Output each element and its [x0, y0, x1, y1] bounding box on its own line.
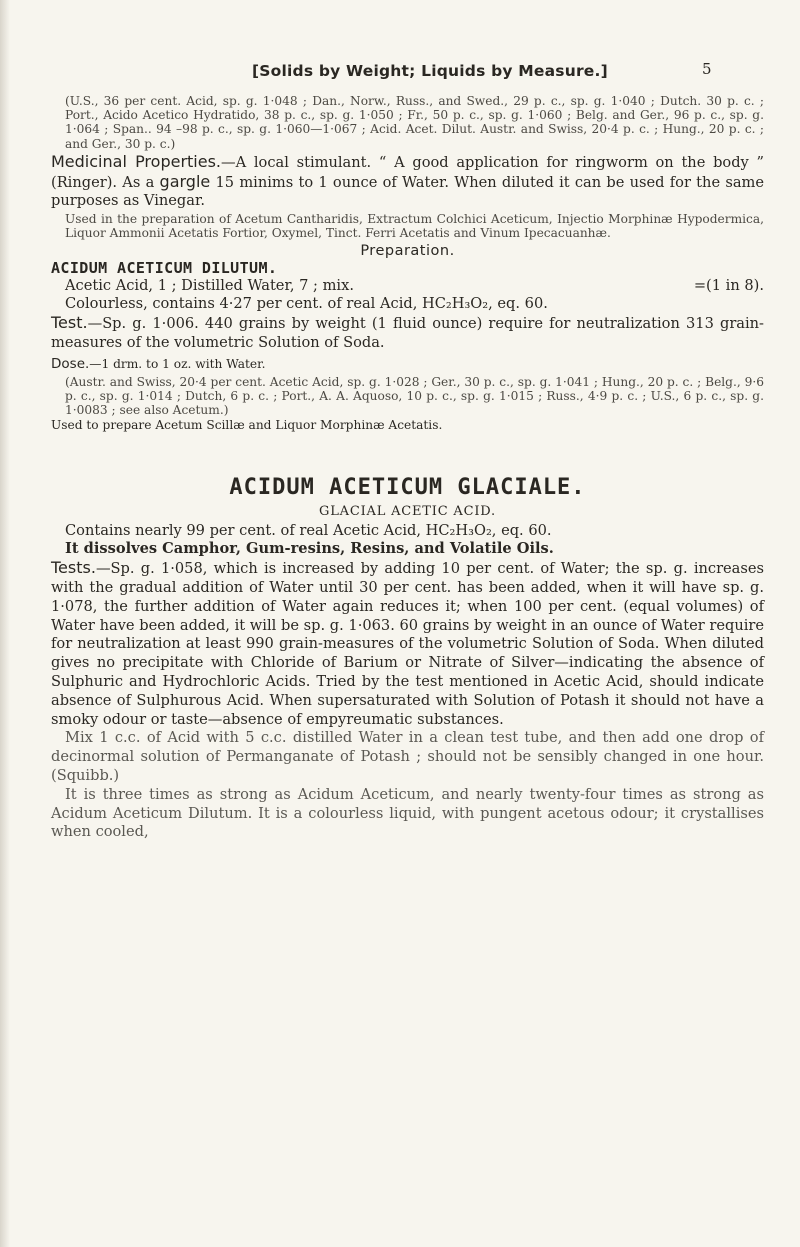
composition: Colourless, contains 4·27 per cent. of real Acid, HC₂H₃O₂, eq. 60. [65, 295, 548, 313]
recipe-text: Acetic Acid, 1 ; Distilled Water, 7 ; mix. [65, 276, 354, 294]
page-number: 5 [702, 60, 712, 78]
medicinal-properties-text: —A local stimulant. “ A good application for ringworm on the body ” (Ringer). As a [51, 153, 764, 191]
recipe-ratio: =(1 in 8). [693, 276, 764, 294]
used-in-note: Used in the preparation of Acetum Cantharidis, Extractum Colchici Aceticum, Injectio Morphinæ Hypodermica, Liquor Ammonii Acetatis Fortior, Oxymel, Tinct. Ferri Acetatis and Vinum Ipecacuanhæ. [65, 212, 764, 241]
test-label: Test. [51, 313, 88, 332]
tests-text: —Sp. g. 1·058, which is increased by adding 10 per cent. of Water; the sp. g. increases with the gradual addition of Water until 30 per cent. has been added, when it will have sp. g. 1·078, the further addition of Water again reduces it; when 100 per cent. (equal volumes) of Water have been added, it will be sp. g. 1·063. 60 grains by weight in an ounce of Water require for neutralization at least 990 grain-measures of the volumetric Solution of Soda. When diluted gives no precipitate with Chloride of Barium or Nitrate of Silver—indicating the absence of Sulphuric and Hydrochloric Acids. Tried by the test mentioned in Acetic Acid, should indicate absence of Sulphurous Acid. When supersaturated with Solution of Potash it should not have a smoky odour or taste—absence of empyreumatic substances. [51, 560, 764, 728]
gargle-text: 15 minims to 1 ounce of Water. When diluted it can be used for the same purposes as Vinegar. [51, 173, 765, 210]
glaciale-strength: It is three times as strong as Acidum Aceticum, and nearly twenty-four times as strong as Acidum Aceticum Dilutum. It is a colourless liquid, with pungent acetous odour; it crystallises when cooled, [51, 785, 764, 841]
preparation-name: ACIDUM ACETICUM DILUTUM. [51, 258, 278, 277]
preparation-test [51, 314, 764, 353]
medicinal-properties [51, 153, 764, 211]
strengths-intro: (U.S., 36 per cent. Acid, sp. g. 1·048 ; Dan., Norw., Russ., and Swed., 29 p. c., sp. g. 1·040 ; Dutch. 30 p. c. ; Port., Acido Acetico Hydratido, 38 p. c., sp. g. 1·050 ; Fr., 50 p. c., sp. g. 1·060 ; Belg. and Ger., 96 p. c., sp. g. 1·064 ; Span.. 94 –98 p. c., sp. g. 1·060—1·067 ; Acid. Acet. Dilut. Austr. and Swiss, 20·4 p. c. ; Hung., 20 p. c. ; and Ger., 30 p. c.) [65, 94, 764, 151]
medicinal-properties-label: Medicinal Properties. [51, 151, 222, 171]
tests-label: Tests. [51, 558, 96, 578]
glaciale-dissolves: It dissolves Camphor, Gum-resins, Resins, and Volatile Oils. [65, 540, 554, 558]
glaciale-mix: Mix 1 c.c. of Acid with 5 c.c. distilled Water in a clean test tube, and then add one drop of decinormal solution of Permanganate of Potash ; should not be sensibly changed in one hour. (Squibb.) [51, 729, 764, 784]
recipe-line [51, 277, 764, 296]
glaciale-contains: Contains nearly 99 per cent. of real Acetic Acid, HC₂H₃O₂, eq. 60. [65, 521, 552, 539]
preparation-strengths: (Austr. and Swiss, 20·4 per cent. Acetic Acid, sp. g. 1·028 ; Ger., 30 p. c., sp. g. 1·041 ; Hung., 20 p. c. ; Belg., 9·6 p. c., sp. g. 1·014 ; Dutch, 6 p. c. ; Port., A. A. Aquoso, 10 p. c., sp. g. 1·015 ; Russ., 4·9 p. c. ; U.S., 6 p. c., sp. g. 1·0083 ; see also Acetum.) [65, 374, 764, 418]
gargle-label: gargle [159, 171, 211, 191]
glaciale-title: ACIDUM ACETICUM GLACIALE. [229, 474, 586, 500]
preparation-heading: Preparation. [360, 242, 455, 259]
dose [51, 357, 764, 371]
used-to-note: Used to prepare Acetum Scillæ and Liquor Morphinæ Acetatis. [51, 418, 443, 433]
page-header [0, 62, 800, 84]
glaciale-tests [51, 559, 764, 729]
glaciale-subtitle: GLACIAL ACETIC ACID. [319, 503, 496, 519]
dose-label: Dose. [51, 355, 90, 372]
page-body [51, 94, 764, 842]
running-head: [Solids by Weight; Liquids by Measure.] [252, 62, 608, 80]
page-edge-shadow [0, 0, 10, 1247]
dose-text: —1 drm. to 1 oz. with Water. [89, 356, 266, 371]
test-text: —Sp. g. 1·006. 440 grains by weight (1 fluid ounce) require for neutralization 313 grain-measures of the volumetric Solution of Soda. [51, 315, 764, 351]
